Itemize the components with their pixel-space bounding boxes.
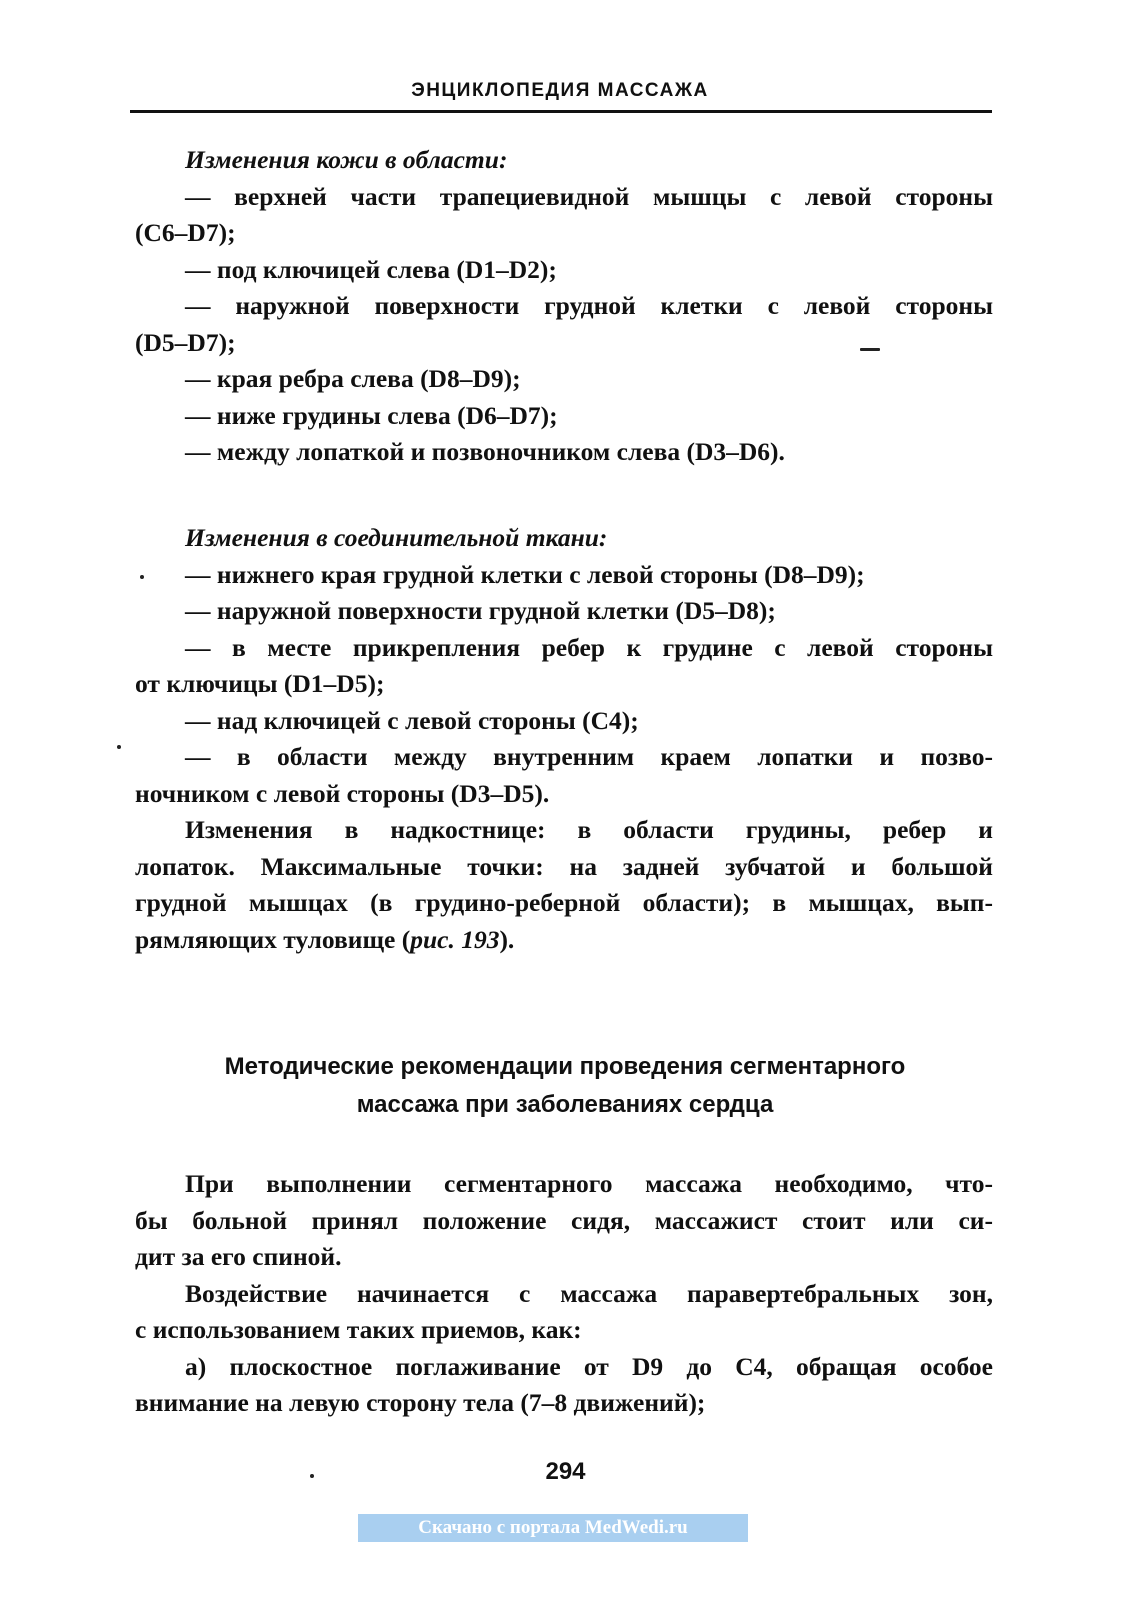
connective-tissue-block bbox=[135, 520, 993, 958]
periosteum-paragraph-line: грудной мышцах (в грудино-реберной области); в мышцах, вып- bbox=[135, 888, 993, 917]
scan-speck bbox=[310, 1474, 314, 1478]
list-item: — ниже грудины слева (D6–D7); bbox=[185, 400, 558, 430]
list-item: — над ключицей с левой стороны (C4); bbox=[185, 705, 639, 735]
list-item: — нижнего края грудной клетки с левой стороны (D8–D9); bbox=[185, 559, 865, 589]
list-item: — наружной поверхности грудной клетки с левой стороны bbox=[185, 291, 993, 320]
scan-speck bbox=[117, 745, 121, 749]
periosteum-paragraph-line: лопаток. Максимальные точки: на задней зубчатой и большой bbox=[135, 851, 993, 881]
list-item: — верхней части трапециевидной мышцы с левой стороны bbox=[185, 181, 993, 211]
download-watermark: Скачано с портала MedWedi.ru bbox=[358, 1514, 748, 1542]
list-item: — в области между внутренним краем лопатки и позво- bbox=[185, 742, 993, 771]
periosteum-paragraph-line: Изменения в надкостнице: в области грудины, ребер и bbox=[185, 815, 993, 844]
paragraph-line: При выполнении сегментарного массажа необходимо, что- bbox=[185, 1169, 993, 1198]
paragraph-line: с использованием таких приемов, как: bbox=[135, 1315, 582, 1344]
list-item-continuation: ночником с левой стороны (D3–D5). bbox=[135, 778, 550, 808]
section-heading-line: Методические рекомендации проведения сегментарного bbox=[224, 1053, 906, 1080]
skin-changes-block bbox=[135, 142, 993, 471]
skin-changes-heading: Изменения кожи в области: bbox=[185, 145, 508, 174]
list-item: — в месте прикрепления ребер к грудине с левой стороны bbox=[185, 632, 993, 662]
list-item-continuation: (C6–D7); bbox=[135, 218, 236, 247]
paragraph-line: а) плоскостное поглаживание от D9 до C4, обращая особое bbox=[185, 1351, 993, 1381]
header-rule bbox=[130, 110, 992, 113]
scan-speck bbox=[860, 348, 880, 351]
list-item-continuation: от ключицы (D1–D5); bbox=[135, 669, 385, 698]
list-item: — края ребра слева (D8–D9); bbox=[185, 364, 521, 393]
periosteum-paragraph-line bbox=[135, 922, 993, 959]
figure-reference: рис. 193 bbox=[410, 924, 500, 954]
periosteum-text-end: ). bbox=[499, 924, 515, 954]
paragraph-line: бы больной принял положение сидя, массажист стоит или си- bbox=[135, 1205, 993, 1235]
paragraph-line: Воздействие начинается с массажа паравертебральных зон, bbox=[185, 1278, 993, 1308]
paragraph-line: дит за его спиной. bbox=[135, 1242, 342, 1271]
list-item-continuation: (D5–D7); bbox=[135, 327, 236, 357]
section-heading-line: массажа при заболеваниях сердца bbox=[356, 1091, 774, 1118]
paragraph-line: внимание на левую сторону тела (7–8 движений); bbox=[135, 1388, 706, 1417]
running-header: ЭНЦИКЛОПЕДИЯ МАССАЖА bbox=[411, 80, 709, 101]
periosteum-text: рямляющих туловище ( bbox=[135, 924, 411, 954]
list-item: — под ключицей слева (D1–D2); bbox=[185, 254, 557, 284]
list-item: — наружной поверхности грудной клетки (D5–D8); bbox=[185, 596, 776, 625]
section-heading bbox=[135, 1048, 995, 1124]
page-number: 294 bbox=[545, 1458, 586, 1485]
scan-speck bbox=[140, 575, 144, 579]
list-item: — между лопаткой и позвоночником слева (D3–D6). bbox=[185, 437, 785, 466]
connective-tissue-heading: Изменения в соединительной ткани: bbox=[185, 523, 608, 552]
recommendations-block bbox=[135, 1166, 993, 1422]
